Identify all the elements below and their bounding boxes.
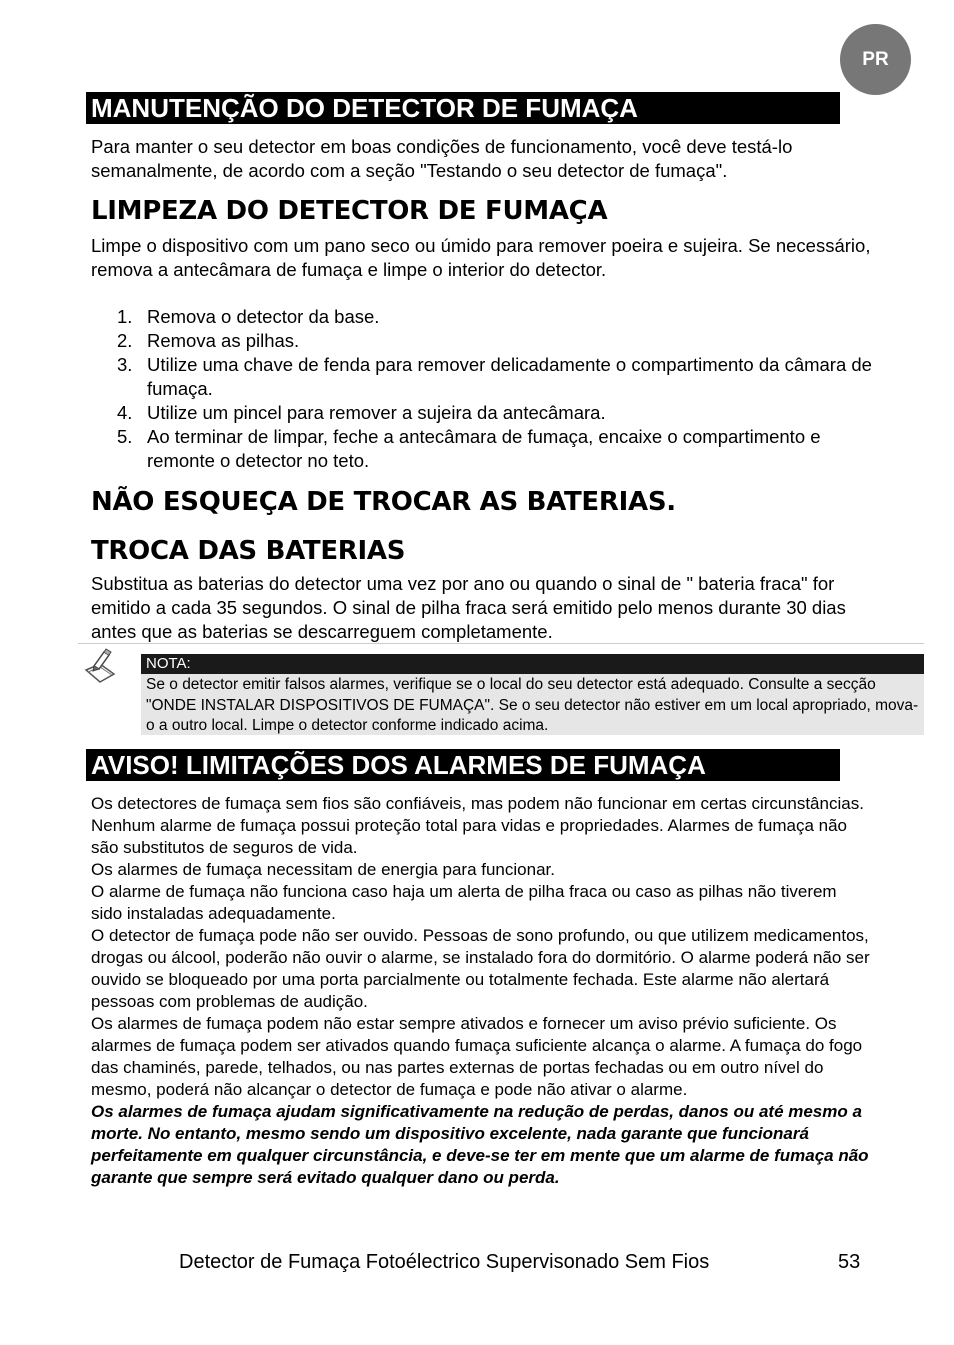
- warning-paragraph: Os detectores de fumaça sem fios são confiáveis, mas podem não funcionar em certas circunstâncias. Nenhum alarme de fumaça possui proteção total para vidas e propriedades. Alarmes de fumaça não são substitutos de seguros de vida.: [91, 794, 864, 857]
- list-item: [117, 329, 877, 353]
- step-text: Remova as pilhas.: [147, 330, 300, 351]
- list-item: [117, 353, 877, 401]
- step-text: Utilize um pincel para remover a sujeira da antecâmara.: [147, 402, 606, 423]
- cleaning-steps-list: [117, 305, 877, 473]
- warning-paragraph: O detector de fumaça pode não ser ouvido. Pessoas de sono profundo, ou que utilizem medicamentos, drogas ou álcool, poderão não ouvir o alarme, se instalado fora do dormitório. O alarme poderá não ser ouvido se bloqueado por uma porta parcialmente ou totalmente fechada. Este alarme não alertará pessoas com problemas de audição.: [91, 926, 870, 1011]
- battery-replacement-paragraph: Substitua as baterias do detector uma vez por ano ou quando o sinal de " bateria fraca" for emitido a cada 35 segundos. O sinal de pilha fraca será emitido pelo menos durante 30 dias antes que as baterias se descarreguem completamente.: [91, 573, 846, 642]
- warning-paragraph: Os alarmes de fumaça podem não estar sempre ativados e fornecer um aviso prévio suficiente. Os alarmes de fumaça podem ser ativados quando fumaça suficiente alcança o alarme. A fumaça do fogo das chaminés, parede, telhados, ou nas partes externas de portas fechadas ou em outro nível do mesmo, poderá não alcançar o detector de fumaça e pode não ativar o alarme.: [91, 1014, 863, 1099]
- warning-paragraph: O alarme de fumaça não funciona caso haja um alerta de pilha fraca ou caso as pilhas não tiverem sido instaladas adequadamente.: [91, 882, 837, 923]
- battery-reminder-heading: NÃO ESQUEÇA DE TROCAR AS BATERIAS.: [91, 487, 676, 517]
- cleaning-heading: LIMPEZA DO DETECTOR DE FUMAÇA: [91, 196, 608, 226]
- step-text: Utilize uma chave de fenda para remover delicadamente o compartimento da câmara de fumaça.: [147, 354, 872, 399]
- battery-replacement-heading: TROCA DAS BATERIAS: [91, 536, 406, 566]
- warning-paragraph: Os alarmes de fumaça necessitam de energia para funcionar.: [91, 860, 555, 879]
- language-badge: PR: [840, 24, 911, 95]
- step-number: 2.: [117, 330, 133, 351]
- step-text: Ao terminar de limpar, feche a antecâmara de fumaça, encaixe o compartimento e remonte o detector no teto.: [147, 426, 821, 471]
- step-number: 3.: [117, 354, 133, 375]
- note-icon: [80, 646, 122, 688]
- step-number: 5.: [117, 426, 133, 447]
- warning-emphasis: Os alarmes de fumaça ajudam significativamente na redução de perdas, danos ou até mesmo a morte. No entanto, mesmo sendo um dispositivo excelente, nada garante que funcionará perfeitamente em qualquer circunstância, e deve-se ter em mente que um alarme de fumaça não garante que sempre será evitado qualquer dano ou perda.: [91, 1102, 869, 1187]
- step-text: Remova o detector da base.: [147, 306, 380, 327]
- step-number: 1.: [117, 306, 133, 327]
- page-number: 53: [838, 1251, 861, 1273]
- maintenance-heading: MANUTENÇÃO DO DETECTOR DE FUMAÇA: [86, 92, 840, 124]
- warning-heading: AVISO! LIMITAÇÕES DOS ALARMES DE FUMAÇA: [86, 749, 840, 781]
- step-number: 4.: [117, 402, 133, 423]
- divider: [78, 643, 924, 644]
- list-item: [117, 305, 877, 329]
- list-item: [117, 401, 877, 425]
- footer-title: Detector de Fumaça Fotoélectrico Supervisonado Sem Fios: [179, 1251, 710, 1273]
- warning-body: [91, 793, 871, 1189]
- cleaning-paragraph: Limpe o dispositivo com um pano seco ou úmido para remover poeira e sujeira. Se necessário, remova a antecâmara de fumaça e limpe o interior do detector.: [91, 235, 871, 280]
- list-item: [117, 425, 877, 473]
- note-text: Se o detector emitir falsos alarmes, verifique se o local do seu detector está adequado. Consulte a secção "ONDE INSTALAR DISPOSITIVOS DE FUMAÇA". Se o seu detector não estiver em um local apropriado, mova-o a outro local. Limpe o detector conforme indicado acima.: [141, 674, 924, 735]
- note-label: NOTA:: [141, 654, 924, 674]
- maintenance-paragraph: Para manter o seu detector em boas condições de funcionamento, você deve testá-lo semanalmente, de acordo com a seção "Testando o seu detector de fumaça".: [91, 136, 793, 181]
